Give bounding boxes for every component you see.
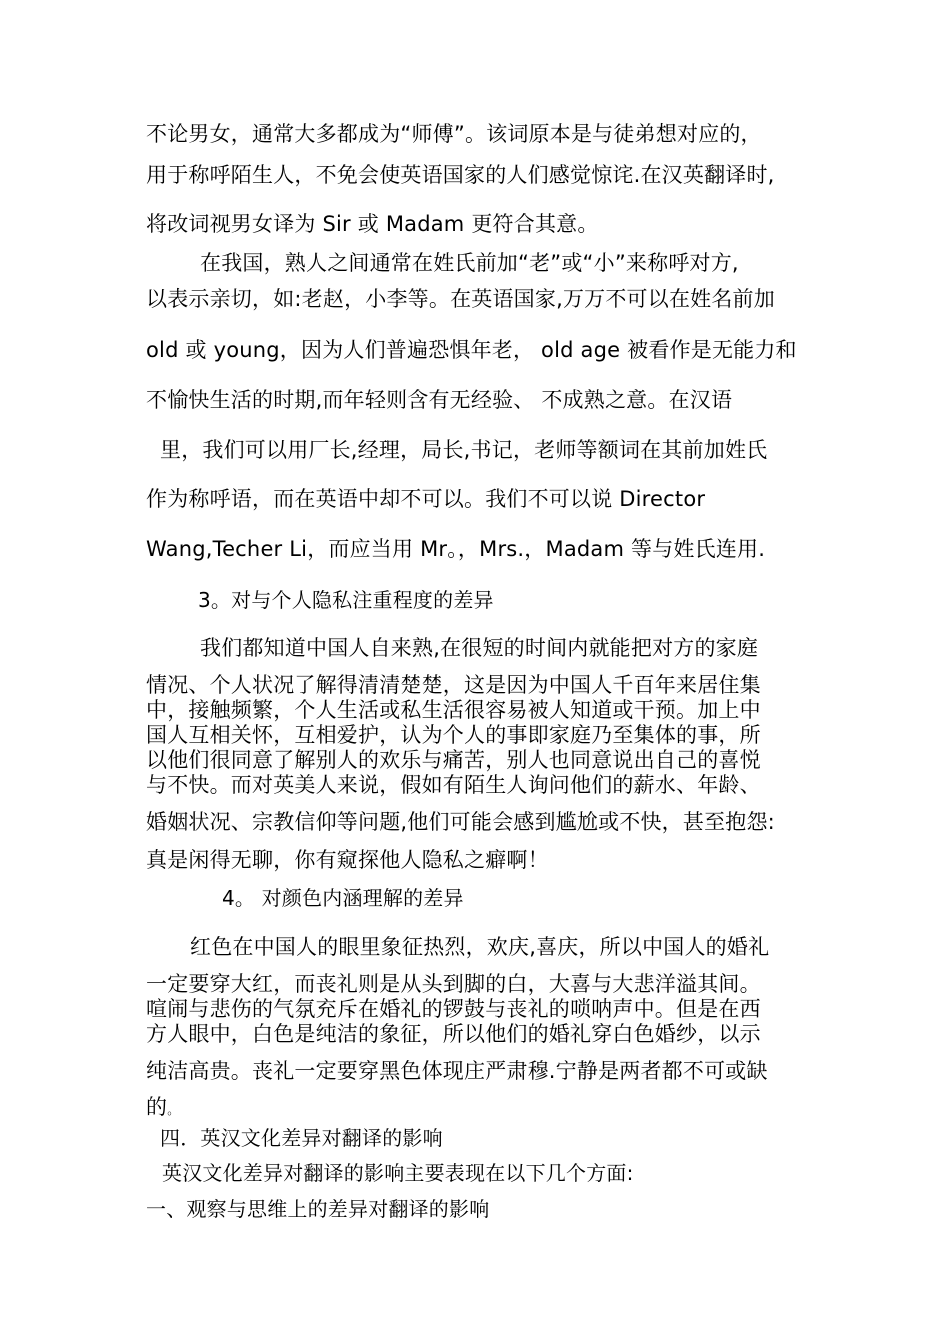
text-line: 将改词视男女译为 Sir 或 Madam 更符合其意。 [146, 212, 599, 236]
text-line: 我们都知道中国人自来熟,在很短的时间内就能把对方的家庭 [200, 636, 759, 660]
text-line: 不愉快生活的时期,而年轻则含有无经验、 不成熟之意。在汉语 [146, 388, 733, 412]
text-line: 在我国，熟人之间通常在姓氏前加“老”或“小”来称呼对方, [200, 251, 739, 275]
section-heading: 3。对与个人隐私注重程度的差异 [198, 588, 494, 612]
text-fragment: 。 [167, 1103, 180, 1117]
text-line: 国人互相关怀，互相爱护，认为个人的事即家庭乃至集体的事，所 [146, 723, 761, 747]
text-line: 以他们很同意了解别人的欢乐与痛苦，别人也同意说出自己的喜悦 [146, 748, 761, 772]
text-line [146, 1093, 179, 1124]
text-line: Wang,Techer Li，而应当用 Mr。，Mrs.，Madam 等与姓氏连用. [146, 537, 766, 561]
text-line: old 或 young，因为人们普遍恐惧年老， old age 被看作是无能力和 [146, 338, 797, 362]
section-heading: 四．英汉文化差异对翻译的影响 [160, 1126, 443, 1150]
text-line: 一定要穿大红，而丧礼则是从头到脚的白，大喜与大悲洋溢其间。 [146, 972, 761, 996]
text-line: 纯洁高贵。丧礼一定要穿黑色体现庄严肃穆.宁静是两者都不可或缺 [146, 1059, 768, 1083]
text-line: 喧闹与悲伤的气氛充斥在婚礼的锣鼓与丧礼的唢呐声中。但是在西 [146, 997, 761, 1021]
text-line: 情况、个人状况了解得清清楚楚，这是因为中国人千百年来居住集 [146, 673, 761, 697]
text-line: 中，接触频繁，个人生活或私生活很容易被人知道或干预。加上中 [146, 698, 761, 722]
text-line: 婚姻状况、宗教信仰等问题,他们可能会感到尴尬或不快，甚至抱怨: [146, 810, 775, 834]
section-heading: 一、观察与思维上的差异对翻译的影响 [146, 1197, 490, 1221]
text-line: 真是闲得无聊，你有窥探他人隐私之癖啊！ [146, 848, 549, 872]
text-line: 用于称呼陌生人，不免会使英语国家的人们感觉惊诧.在汉英翻译时, [146, 163, 775, 187]
text-line: 方人眼中，白色是纯洁的象征，所以他们的婚礼穿白色婚纱，以示 [146, 1022, 761, 1046]
text-line: 不论男女，通常大多都成为“师傅”。该词原本是与徒弟想对应的， [146, 122, 762, 146]
text-line: 以表示亲切，如:老赵，小李等。在英语国家,万万不可以在姓名前加 [146, 287, 775, 311]
section-heading: 4。 对颜色内涵理解的差异 [222, 886, 464, 910]
text-line: 作为称呼语，而在英语中却不可以。我们不可以说 Director [146, 487, 706, 511]
text-line: 里，我们可以用厂长,经理，局长,书记，老师等额词在其前加姓氏 [160, 438, 768, 462]
text-fragment: 的 [146, 1095, 168, 1119]
text-line: 与不快。而对英美人来说，假如有陌生人询问他们的薪水、年龄、 [146, 773, 761, 797]
text-line: 英汉文化差异对翻译的影响主要表现在以下几个方面: [162, 1161, 634, 1185]
text-line: 红色在中国人的眼里象征热烈，欢庆,喜庆，所以中国人的婚礼 [190, 935, 770, 959]
